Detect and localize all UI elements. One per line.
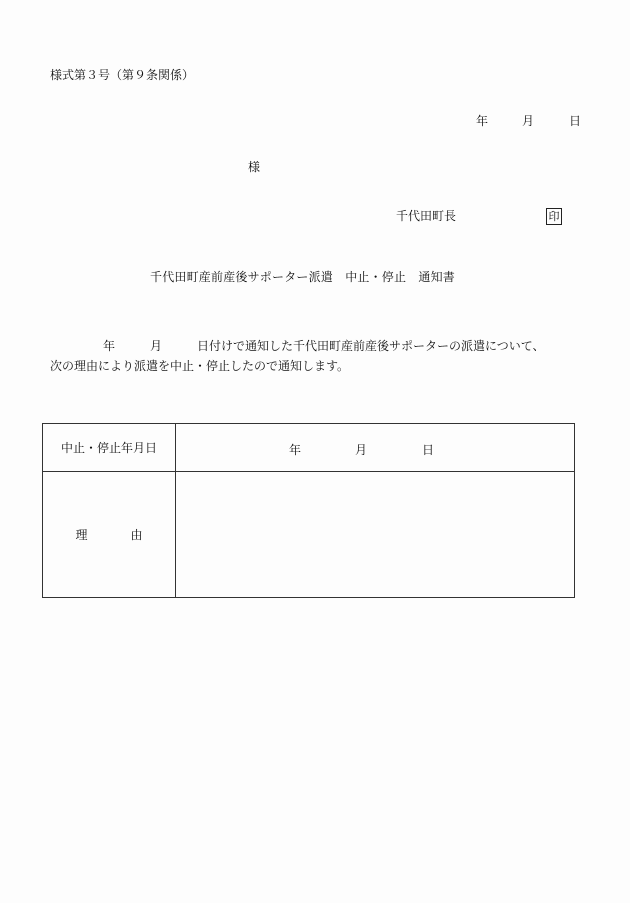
body-line-1: 日付けで通知した千代田町産前産後サポーターの派遣について、 xyxy=(197,339,545,353)
detail-table xyxy=(42,423,575,598)
issuer-name: 千代田町長 xyxy=(396,209,457,223)
table-date-year: 年 xyxy=(289,443,302,457)
body-month: 月 xyxy=(150,339,163,353)
date-label: 中止・停止年月日 xyxy=(60,441,157,455)
reason-label-cell xyxy=(43,472,176,598)
table-date-month: 月 xyxy=(355,443,368,457)
table-row-date xyxy=(43,424,575,472)
seal-mark: 印 xyxy=(546,208,562,225)
header-date-year: 年 xyxy=(476,114,489,128)
table-row-reason xyxy=(43,472,575,598)
reason-label-char-2: 由 xyxy=(130,528,143,542)
header-date-month: 月 xyxy=(522,114,535,128)
header-date-day: 日 xyxy=(569,114,582,128)
reason-label-char-1: 理 xyxy=(75,528,88,542)
form-number: 様式第３号（第９条関係） xyxy=(50,68,195,82)
table-date-day: 日 xyxy=(422,443,435,457)
date-value-cell xyxy=(176,424,575,472)
reason-value-cell xyxy=(176,472,575,598)
date-label-cell xyxy=(43,424,176,472)
body-line-2: 次の理由により派遣を中止・停止したので通知します。 xyxy=(50,359,350,373)
body-year: 年 xyxy=(103,339,116,353)
document-title: 千代田町産前産後サポーター派遣 中止・停止 通知書 xyxy=(150,270,456,284)
recipient-honorific: 様 xyxy=(248,160,261,174)
